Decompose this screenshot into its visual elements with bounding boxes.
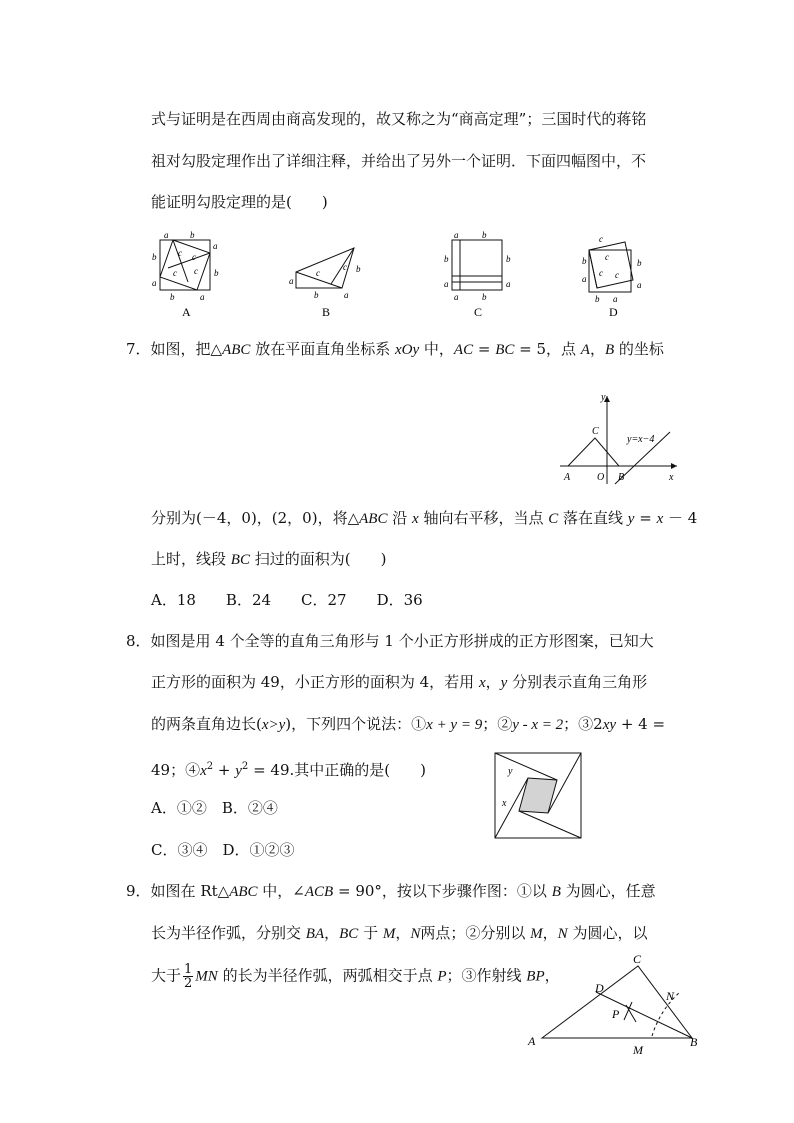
svg-text:P: P: [612, 1007, 620, 1021]
svg-text:c: c: [605, 252, 609, 262]
figure-b-label: B: [322, 305, 331, 319]
svg-text:C: C: [592, 426, 599, 437]
svg-text:M: M: [633, 1043, 643, 1057]
svg-text:a: a: [637, 280, 642, 290]
q8-options-cd: C．③④ D．①②③: [151, 841, 295, 859]
q8-text-line1: 8．如图是用 4 个全等的直角三角形与 1 个小正方形拼成的正方形图案，已知大: [126, 632, 654, 650]
svg-text:x: x: [502, 798, 507, 809]
svg-text:c: c: [615, 270, 619, 280]
svg-text:a: a: [506, 279, 511, 289]
svg-text:B: B: [690, 1035, 698, 1049]
svg-text:c: c: [173, 268, 177, 278]
svg-text:y: y: [508, 766, 513, 777]
q9-figure-triangle: [520, 950, 710, 1060]
svg-text:N: N: [666, 989, 675, 1003]
q6-figure-d: [575, 230, 655, 320]
svg-text:a: a: [289, 276, 294, 286]
q7-options: A．18 B．24 C．27 D．36: [151, 591, 423, 609]
svg-text:a: a: [213, 241, 218, 251]
svg-text:A: A: [564, 472, 571, 483]
svg-text:b: b: [356, 264, 361, 274]
q7-figure-coordinate: [555, 388, 685, 488]
q8-text-line4: 49；$④x^2 + y^2 = 49$.其中正确的是( ): [151, 761, 426, 779]
q7-text-line2: 分别为(－4，0)，(2，0)，将△ABC 沿 x 轴向右平移，当点 C 落在直线 y = x － 4: [151, 509, 698, 527]
svg-text:a: a: [344, 290, 349, 300]
svg-text:b: b: [214, 268, 219, 278]
q9-text-line3: 大于 $\frac{1}{2}$ MN 的长为半径作弧，两弧相交于点 P；③作射线 BP，: [151, 962, 560, 991]
q6-figure-a: [148, 230, 223, 320]
svg-text:x: x: [669, 472, 674, 483]
svg-text:a: a: [613, 294, 618, 304]
fraction-one-half: $\frac{1}{2}$: [184, 962, 193, 991]
svg-text:c: c: [599, 268, 603, 278]
svg-text:O: O: [597, 472, 605, 483]
svg-text:b: b: [170, 292, 175, 302]
svg-text:c: c: [316, 268, 320, 278]
svg-text:c: c: [192, 252, 196, 262]
q9-text-line2: 长为半径作弧，分别交 BA，BC 于 M，N两点；②分别以 M，N 为圆心，以: [151, 924, 648, 942]
svg-text:c: c: [343, 262, 347, 272]
svg-text:a: a: [454, 230, 459, 240]
svg-text:b: b: [314, 290, 319, 300]
svg-text:a: a: [582, 274, 587, 284]
svg-text:c: c: [194, 266, 198, 276]
svg-text:b: b: [190, 230, 195, 240]
svg-text:c: c: [178, 248, 182, 258]
q6-figure-c: [440, 228, 515, 318]
svg-text:A: A: [528, 1034, 536, 1048]
q8-options-ab: A．①② B．②④: [151, 799, 278, 817]
svg-text:b: b: [582, 256, 587, 266]
figure-c-label: C: [474, 305, 483, 318]
q9-text-line1: 9．如图在 Rt△ABC 中，∠ACB = 90°，按以下步骤作图：①以 B 为圆心，任意: [126, 882, 656, 900]
svg-text:c: c: [599, 234, 603, 244]
svg-text:b: b: [152, 252, 157, 262]
svg-text:B: B: [618, 472, 625, 483]
q7-text-line3: 上时，线段 BC 扫过的面积为( ): [151, 550, 387, 568]
svg-text:a: a: [454, 292, 459, 302]
svg-text:y: y: [601, 392, 606, 403]
svg-text:b: b: [637, 258, 642, 268]
svg-text:b: b: [506, 254, 511, 264]
svg-text:b: b: [595, 294, 600, 304]
q6-figure-b: [286, 240, 366, 320]
svg-text:a: a: [200, 292, 205, 302]
q7-text-line1: 7．如图，把△ABC 放在平面直角坐标系 xOy 中，AC = BC = 5，点 A，B 的坐标: [126, 340, 664, 358]
q6-text-line3: 能证明勾股定理的是( ): [151, 193, 328, 211]
svg-text:a: a: [444, 279, 449, 289]
q6-text-line2: 祖对勾股定理作出了详细注释，并给出了另外一个证明．下面四幅图中，不: [151, 152, 647, 170]
q8-text-line3: 的两条直角边长(x>y)，下列四个说法：①x + y = 9；②y - x = 2；③2xy + 4 =: [151, 715, 666, 733]
figure-d-label: D: [609, 305, 618, 319]
svg-text:a: a: [152, 278, 157, 288]
q8-text-line2: 正方形的面积为 49，小正方形的面积为 4，若用 x，y 分别表示直角三角形: [151, 673, 648, 691]
svg-text:b: b: [482, 292, 487, 302]
svg-text:D: D: [595, 981, 604, 995]
figure-a-label: A: [182, 305, 191, 319]
q6-text-line1: 式与证明是在西周由商高发现的，故又称之为“商高定理”；三国时代的蒋铭: [151, 110, 647, 128]
svg-text:C: C: [633, 952, 642, 966]
svg-text:y=x−4: y=x−4: [627, 434, 655, 445]
svg-text:b: b: [444, 254, 449, 264]
q8-figure-square: [494, 752, 584, 840]
svg-text:a: a: [164, 230, 169, 240]
svg-text:b: b: [482, 230, 487, 240]
